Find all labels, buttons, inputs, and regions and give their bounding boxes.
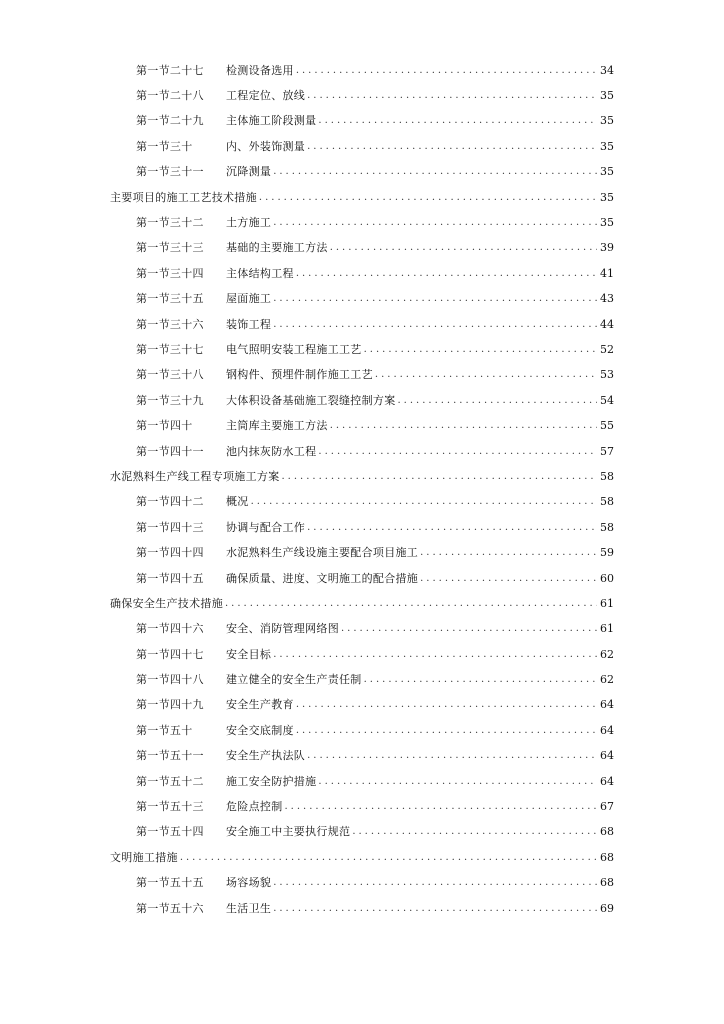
toc-dot-leader (330, 241, 597, 255)
toc-entry-title: 施工安全防护措施 (226, 774, 317, 788)
toc-page-number: 34 (600, 63, 614, 77)
toc-dot-leader (318, 114, 597, 128)
toc-entry-title: 生活卫生 (226, 901, 272, 915)
toc-dot-leader (375, 368, 597, 382)
toc-dot-leader (273, 216, 597, 230)
toc-section-row[interactable] (0, 261, 724, 286)
toc-page-number: 64 (600, 774, 614, 788)
toc-entry-title: 建立健全的安全生产责任制 (226, 673, 362, 687)
toc-dot-leader (282, 470, 598, 484)
toc-page-number: 44 (600, 317, 614, 331)
toc-page-number: 62 (600, 673, 614, 687)
toc-section-number: 第一节三十八 (136, 368, 204, 382)
toc-section-row[interactable] (0, 540, 724, 565)
toc-page-number: 61 (600, 622, 614, 636)
toc-dot-leader (225, 597, 597, 611)
toc-page-number: 59 (600, 546, 614, 560)
toc-section-row[interactable] (0, 134, 724, 159)
toc-page-number: 67 (600, 800, 614, 814)
toc-section-row[interactable] (0, 794, 724, 819)
toc-dot-leader (307, 140, 597, 154)
toc-section-number: 第一节五十二 (136, 774, 204, 788)
toc-dot-leader (273, 648, 597, 662)
toc-section-row[interactable] (0, 566, 724, 591)
toc-entry-title: 文明施工措施 (110, 850, 178, 864)
toc-section-number: 第一节二十九 (136, 114, 204, 128)
toc-section-row[interactable] (0, 642, 724, 667)
toc-page-number: 39 (600, 241, 614, 255)
toc-entry-title: 场容场貌 (226, 876, 272, 890)
toc-section-row[interactable] (0, 744, 724, 769)
toc-section-number: 第一节五十四 (136, 825, 204, 839)
toc-page-number: 57 (600, 444, 614, 458)
toc-page-number: 58 (600, 495, 614, 509)
toc-dot-leader (296, 724, 597, 738)
toc-section-number: 第一节四十三 (136, 520, 204, 534)
toc-dot-leader (296, 64, 597, 78)
toc-section-row[interactable] (0, 312, 724, 337)
toc-page-number: 60 (600, 571, 614, 585)
toc-page-number: 64 (600, 698, 614, 712)
toc-section-number: 第一节三十 (136, 139, 193, 153)
toc-entry-title: 确保安全生产技术措施 (110, 596, 223, 610)
toc-page-number: 62 (600, 647, 614, 661)
toc-section-number: 第一节四十五 (136, 571, 204, 585)
toc-section-number: 第一节四十七 (136, 647, 204, 661)
toc-section-row[interactable] (0, 160, 724, 185)
toc-entry-title: 水泥熟料生产线设施主要配合项目施工 (226, 546, 419, 560)
toc-section-row[interactable] (0, 236, 724, 261)
toc-section-row[interactable] (0, 617, 724, 642)
toc-chapter-row[interactable] (0, 591, 724, 616)
toc-section-number: 第一节四十一 (136, 444, 204, 458)
toc-entry-title: 主筒库主要施工方法 (226, 419, 328, 433)
toc-page-number: 35 (600, 190, 614, 204)
toc-section-number: 第一节三十二 (136, 216, 204, 230)
toc-section-number: 第一节三十三 (136, 241, 204, 255)
toc-section-row[interactable] (0, 210, 724, 235)
toc-dot-leader (307, 521, 597, 535)
toc-entry-title: 概况 (226, 495, 249, 509)
toc-dot-leader (330, 419, 597, 433)
toc-entry-title: 检测设备选用 (226, 63, 294, 77)
toc-dot-leader (398, 394, 598, 408)
toc-entry-title: 安全生产教育 (226, 698, 294, 712)
toc-entry-title: 安全施工中主要执行规范 (226, 825, 351, 839)
toc-section-number: 第一节五十六 (136, 901, 204, 915)
toc-dot-leader (273, 318, 597, 332)
toc-section-number: 第一节三十六 (136, 317, 204, 331)
toc-section-number: 第一节三十五 (136, 292, 204, 306)
toc-section-row[interactable] (0, 718, 724, 743)
toc-section-row[interactable] (0, 515, 724, 540)
toc-entry-title: 安全、消防管理网络图 (226, 622, 339, 636)
toc-entry-title: 屋面施工 (226, 292, 272, 306)
toc-section-row[interactable] (0, 896, 724, 921)
toc-section-row[interactable] (0, 769, 724, 794)
toc-section-number: 第一节五十三 (136, 800, 204, 814)
toc-page-number: 64 (600, 723, 614, 737)
toc-dot-leader (273, 876, 597, 890)
toc-section-row[interactable] (0, 363, 724, 388)
toc-entry-title: 确保质量、进度、文明施工的配合措施 (226, 571, 419, 585)
toc-page-number: 35 (600, 89, 614, 103)
toc-section-row[interactable] (0, 693, 724, 718)
toc-section-row[interactable] (0, 287, 724, 312)
toc-page-number: 43 (600, 292, 614, 306)
toc-chapter-row[interactable] (0, 185, 724, 210)
toc-page-number: 53 (600, 368, 614, 382)
toc-page-number: 68 (600, 876, 614, 890)
toc-entry-title: 安全交底制度 (226, 723, 294, 737)
toc-page-number: 54 (600, 393, 614, 407)
toc-entry-title: 协调与配合工作 (226, 520, 306, 534)
toc-page-number: 58 (600, 469, 614, 483)
toc-page-number: 35 (600, 139, 614, 153)
toc-section-row[interactable] (0, 413, 724, 438)
toc-section-row[interactable] (0, 871, 724, 896)
toc-section-row[interactable] (0, 109, 724, 134)
toc-page-number: 41 (600, 266, 614, 280)
toc-dot-leader (420, 572, 597, 586)
toc-page-number: 35 (600, 114, 614, 128)
toc-entry-title: 钢构件、预埋件制作施工工艺 (226, 368, 373, 382)
toc-section-row[interactable] (0, 439, 724, 464)
toc-section-number: 第一节四十四 (136, 546, 204, 560)
table-of-contents (0, 58, 724, 921)
toc-dot-leader (296, 267, 597, 281)
toc-dot-leader (180, 851, 597, 865)
toc-section-number: 第一节二十七 (136, 63, 204, 77)
toc-page-number: 58 (600, 520, 614, 534)
toc-section-number: 第一节四十六 (136, 622, 204, 636)
toc-entry-title: 装饰工程 (226, 317, 272, 331)
toc-entry-title: 大体积设备基础施工裂缝控制方案 (226, 393, 396, 407)
toc-section-row[interactable] (0, 337, 724, 362)
toc-entry-title: 主体施工阶段测量 (226, 114, 317, 128)
toc-chapter-row[interactable] (0, 845, 724, 870)
toc-page-number: 61 (600, 596, 614, 610)
toc-dot-leader (352, 825, 597, 839)
toc-section-number: 第一节四十八 (136, 673, 204, 687)
toc-section-number: 第一节五十一 (136, 749, 204, 763)
toc-section-number: 第一节五十五 (136, 876, 204, 890)
toc-dot-leader (341, 622, 597, 636)
toc-page-number: 35 (600, 165, 614, 179)
toc-entry-title: 危险点控制 (226, 800, 283, 814)
toc-section-row[interactable] (0, 388, 724, 413)
toc-dot-leader (364, 673, 597, 687)
toc-entry-title: 主要项目的施工工艺技术措施 (110, 190, 257, 204)
toc-page-number: 69 (600, 901, 614, 915)
toc-dot-leader (296, 698, 597, 712)
toc-section-row[interactable] (0, 667, 724, 692)
toc-section-number: 第一节四十二 (136, 495, 204, 509)
toc-section-number: 第一节二十八 (136, 89, 204, 103)
toc-entry-title: 内、外装饰测量 (226, 139, 306, 153)
toc-section-number: 第一节三十七 (136, 342, 204, 356)
toc-page-number: 55 (600, 419, 614, 433)
toc-entry-title: 安全目标 (226, 647, 272, 661)
toc-entry-title: 池内抹灰防水工程 (226, 444, 317, 458)
toc-page-number: 64 (600, 749, 614, 763)
toc-section-number: 第一节四十 (136, 419, 193, 433)
toc-chapter-row[interactable] (0, 464, 724, 489)
toc-dot-leader (318, 775, 597, 789)
toc-section-number: 第一节五十 (136, 723, 193, 737)
toc-section-row[interactable] (0, 490, 724, 515)
toc-section-number: 第一节三十四 (136, 266, 204, 280)
toc-entry-title: 电气照明安装工程施工工艺 (226, 342, 362, 356)
toc-section-number: 第一节三十九 (136, 393, 204, 407)
toc-section-number: 第一节三十一 (136, 165, 204, 179)
toc-dot-leader (285, 800, 598, 814)
toc-entry-title: 安全生产执法队 (226, 749, 306, 763)
toc-dot-leader (273, 902, 597, 916)
toc-page-number: 35 (600, 216, 614, 230)
toc-page-number: 68 (600, 850, 614, 864)
toc-page-number: 68 (600, 825, 614, 839)
toc-dot-leader (307, 89, 597, 103)
toc-dot-leader (364, 343, 597, 357)
toc-entry-title: 基础的主要施工方法 (226, 241, 328, 255)
toc-dot-leader (273, 292, 597, 306)
toc-entry-title: 工程定位、放线 (226, 89, 306, 103)
toc-section-row[interactable] (0, 83, 724, 108)
toc-dot-leader (259, 191, 597, 205)
toc-section-number: 第一节四十九 (136, 698, 204, 712)
toc-entry-title: 土方施工 (226, 216, 272, 230)
toc-page-number: 52 (600, 342, 614, 356)
toc-entry-title: 沉降测量 (226, 165, 272, 179)
toc-dot-leader (420, 546, 597, 560)
toc-dot-leader (273, 165, 597, 179)
toc-section-row[interactable] (0, 58, 724, 83)
toc-section-row[interactable] (0, 820, 724, 845)
toc-entry-title: 主体结构工程 (226, 266, 294, 280)
toc-dot-leader (307, 749, 597, 763)
toc-entry-title: 水泥熟料生产线工程专项施工方案 (110, 469, 280, 483)
toc-dot-leader (318, 445, 597, 459)
toc-dot-leader (251, 495, 597, 509)
